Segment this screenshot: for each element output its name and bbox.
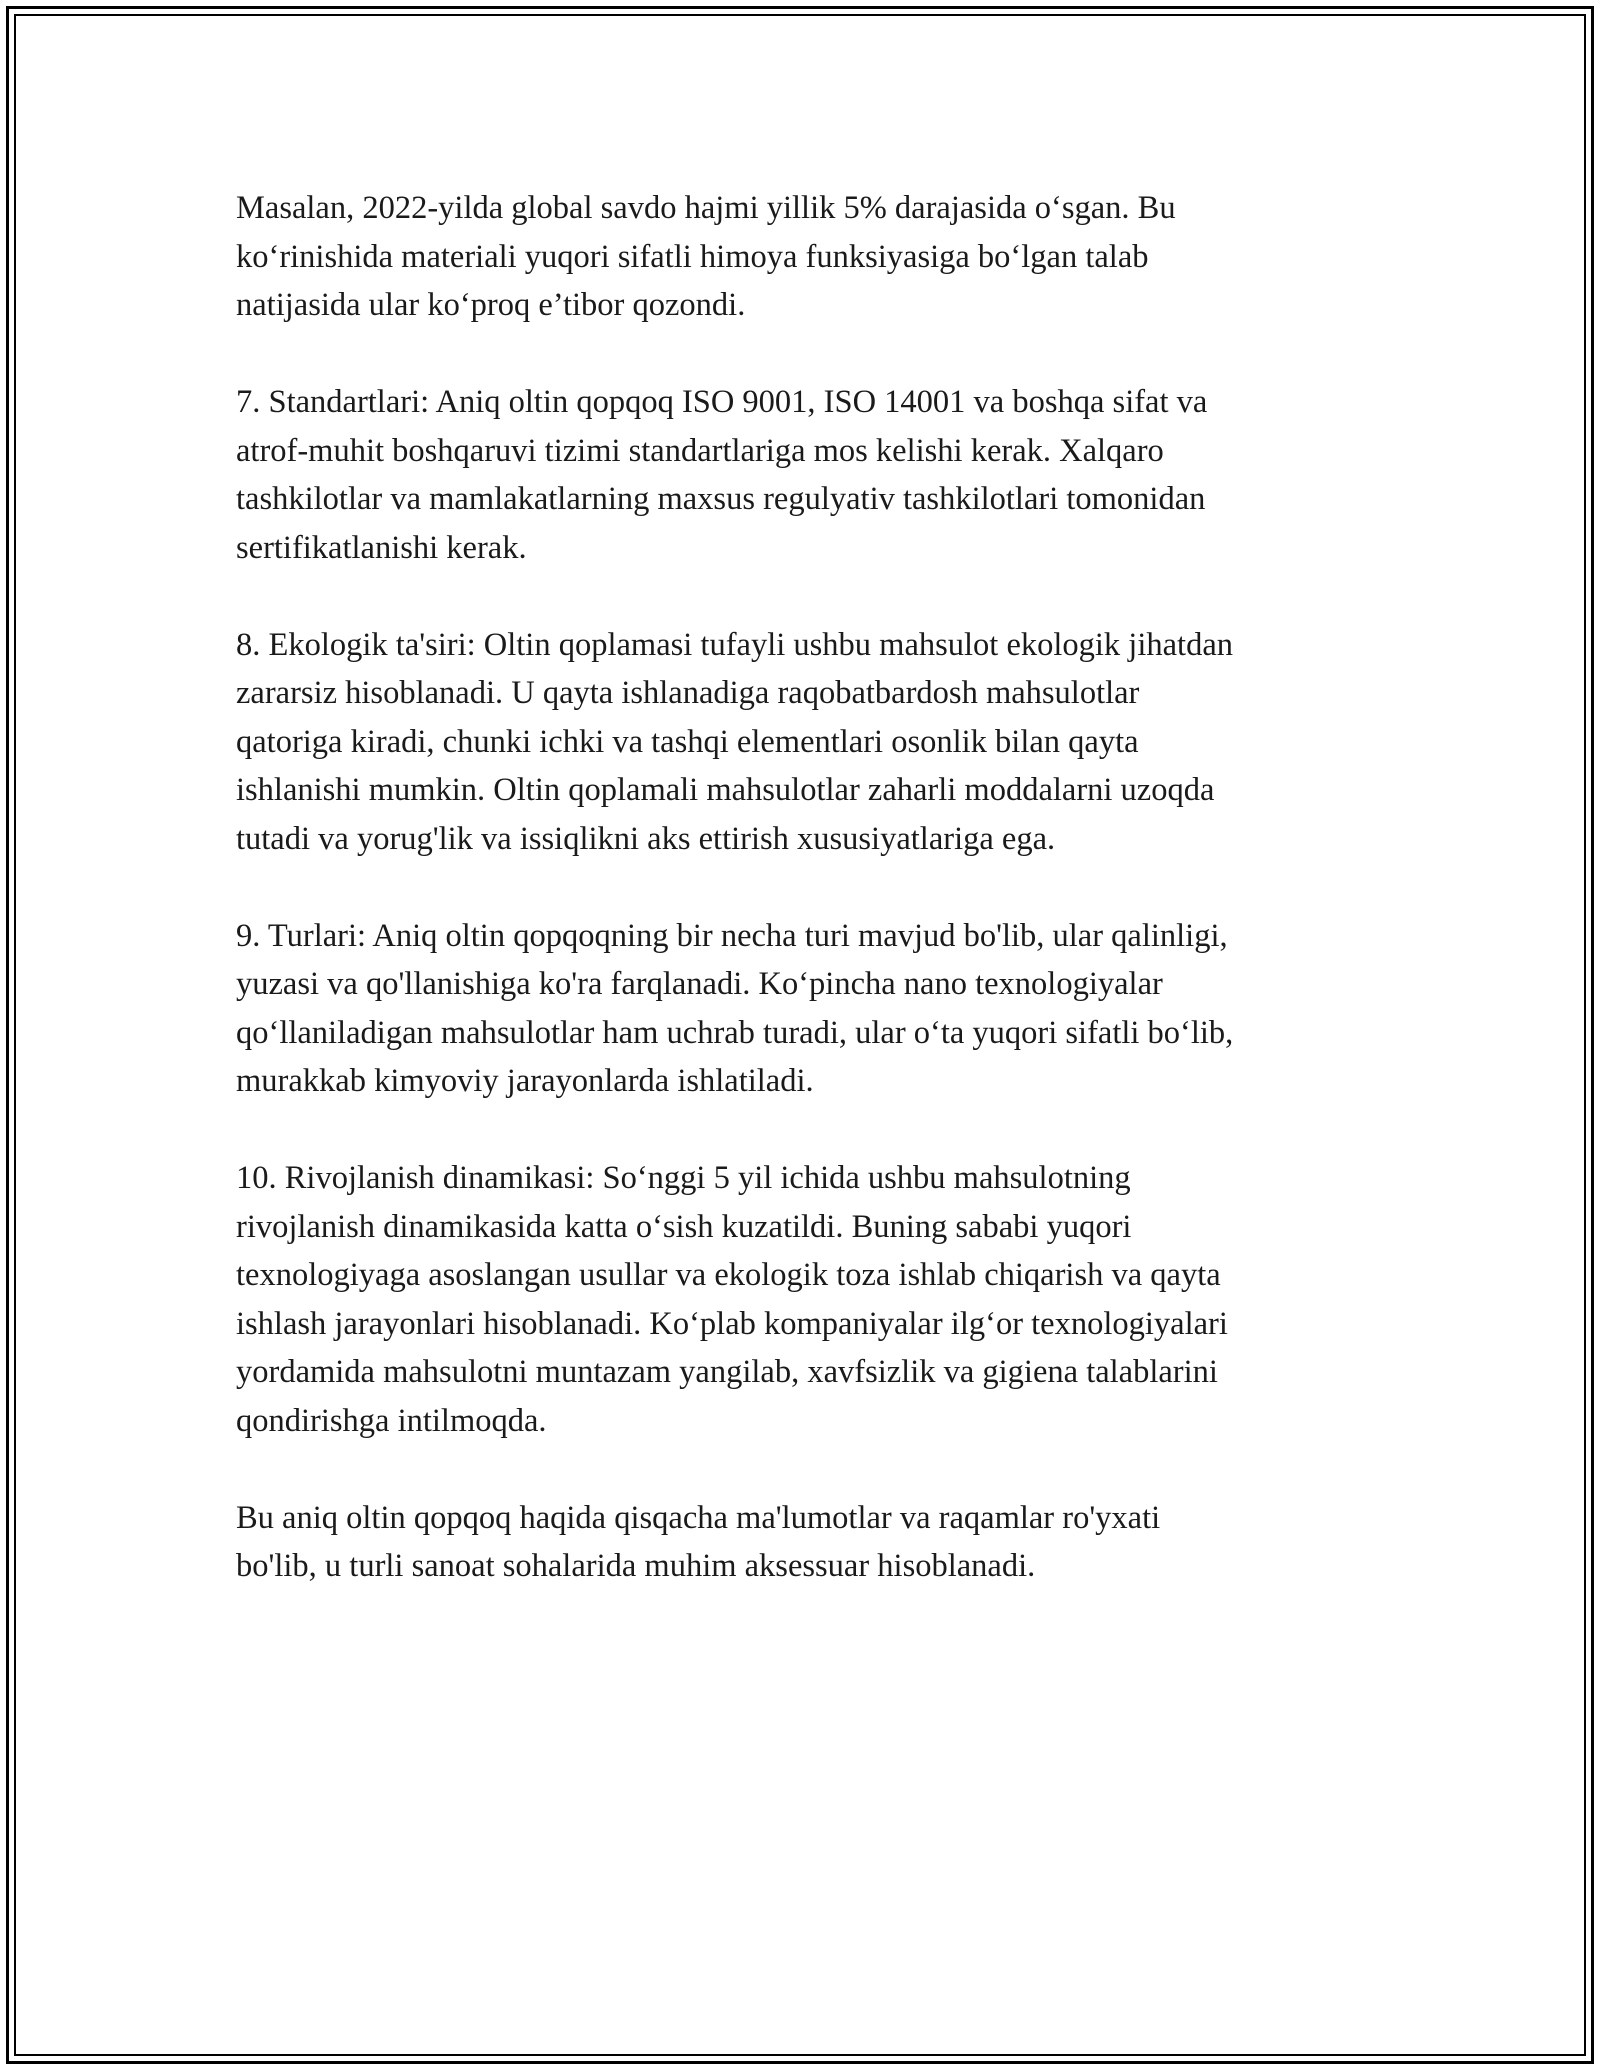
paragraph-development-dynamics: 10. Rivojlanish dinamikasi: So‘nggi 5 yil ichida ushbu mahsulotning rivojlanish dinamikasida katta o‘sish kuzatildi. Buning sababi yuqori texnologiyaga asoslangan usullar va ekologik toza ishlab chiqarish va qayta ishlash jarayonlari hisoblanadi. Ko‘plab kompaniyalar ilg‘or texnologiyalari yordamida mahsulotni muntazam yangilab, xavfsizlik va gigiena talablarini qondirishga intilmoqda. (236, 1160, 1228, 1439)
paragraph-conclusion: Bu aniq oltin qopqoq haqida qisqacha ma'lumotlar va raqamlar ro'yxati bo'lib, u turli sanoat sohalarida muhim aksessuar hisoblanadi. (236, 1499, 1161, 1584)
paragraph-ecological-impact: 8. Ekologik ta'siri: Oltin qoplamasi tufayli ushbu mahsulot ekologik jihatdan zararsiz hisoblanadi. U qayta ishlanadiga raqobatbardosh mahsulotlar qatoriga kiradi, chunki ichki va tashqi elementlari osonlik bilan qayta ishlanishi mumkin. Oltin qoplamali mahsulotlar zaharli moddalarni uzoqda tutadi va yorug'lik va issiqlikni aks ettirish xususiyatlariga ega. (236, 626, 1233, 857)
document-body (236, 184, 1376, 1639)
paragraph-types: 9. Turlari: Aniq oltin qopqoqning bir necha turi mavjud bo'lib, ular qalinligi, yuzasi va qo'llanishiga ko'ra farqlanadi. Ko‘pincha nano texnologiyalar qo‘llaniladigan mahsulotlar ham uchrab turadi, ular o‘ta yuqori sifatli bo‘lib, murakkab kimyoviy jarayonlarda ishlatiladi. (236, 917, 1234, 1099)
paragraph-standards: 7. Standartlari: Aniq oltin qopqoq ISO 9001, ISO 14001 va boshqa sifat va atrof-muhit boshqaruvi tizimi standartlariga mos kelishi kerak. Xalqaro tashkilotlar va mamlakatlarning maxsus regulyativ tashkilotlari tomonidan sertifikatlanishi kerak. (236, 384, 1208, 566)
paragraph-trade-volume: Masalan, 2022-yilda global savdo hajmi yillik 5% darajasida o‘sgan. Bu ko‘rinishida materiali yuqori sifatli himoya funksiyasiga bo‘lgan talab natijasida ular ko‘proq e’tibor qozondi. (236, 190, 1176, 323)
